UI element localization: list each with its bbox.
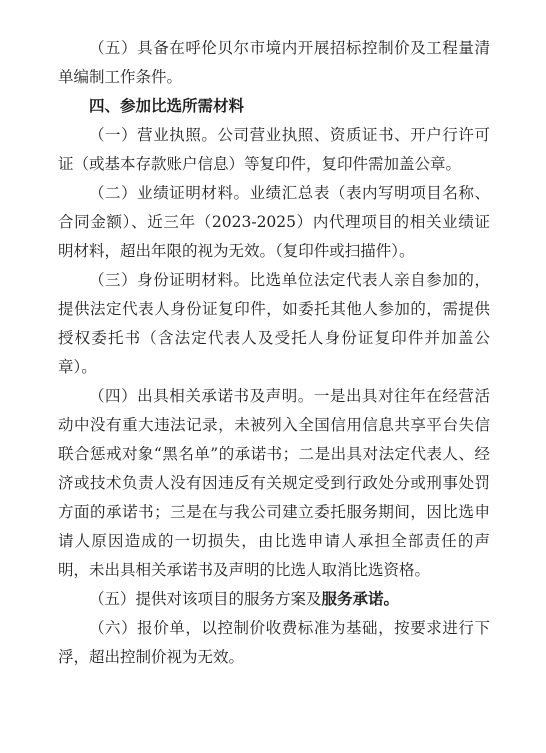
service-commitment-text: 服务承诺。 [321,590,400,608]
paragraph-identity-proof: （三）身份证明材料。比选单位法定代表人亲自参加的，提供法定代表人身份证复印件，如委托其他人参加的，需提供授权委托书（含法定代表人及受托人身份证复印件并加盖公章）。 [58,271,490,376]
service-plan-text: （五）提供对该项目的服务方案及 [89,590,322,608]
paragraph-quotation: （六）报价单，以控制价收费标准为基础，按要求进行下浮，超出控制价视为无效。 [58,619,490,666]
paragraph-commitment-letters: （四）出具相关承诺书及声明。一是出具对往年在经营活动中没有重大违法记录，未被列入全国信用信息共享平台失信联合惩戒对象“黑名单”的承诺书；二是出具对法定代表人、经济或技术负责人没有因违反有关规定受到行政处分或刑事处罚方面的承诺书；三是在与我公司建立委托服务期间，因比选申请人原因造成的一切损失，由比选申请人承担全部责任的声明，未出具相关承诺书及声明的比选人取消比选资格。 [58,387,490,579]
document-body [58,34,490,672]
paragraph-condition-5: （五）具备在呼伦贝尔市境内开展招标控制价及工程量清单编制工作条件。 [58,39,490,86]
paragraph-business-license: （一）营业执照。公司营业执照、资质证书、开户行许可证（或基本存款账户信息）等复印件，复印件需加盖公章。 [58,126,490,173]
paragraph-performance-proof: （二）业绩证明材料。业绩汇总表（表内写明项目名称、合同金额）、近三年（2023-2025）内代理项目的相关业绩证明材料，超出年限的视为无效。（复印件或扫描件）。 [58,184,490,260]
paragraph-service-plan [58,585,490,614]
section-heading-materials: 四、参加比选所需材料 [89,97,245,115]
